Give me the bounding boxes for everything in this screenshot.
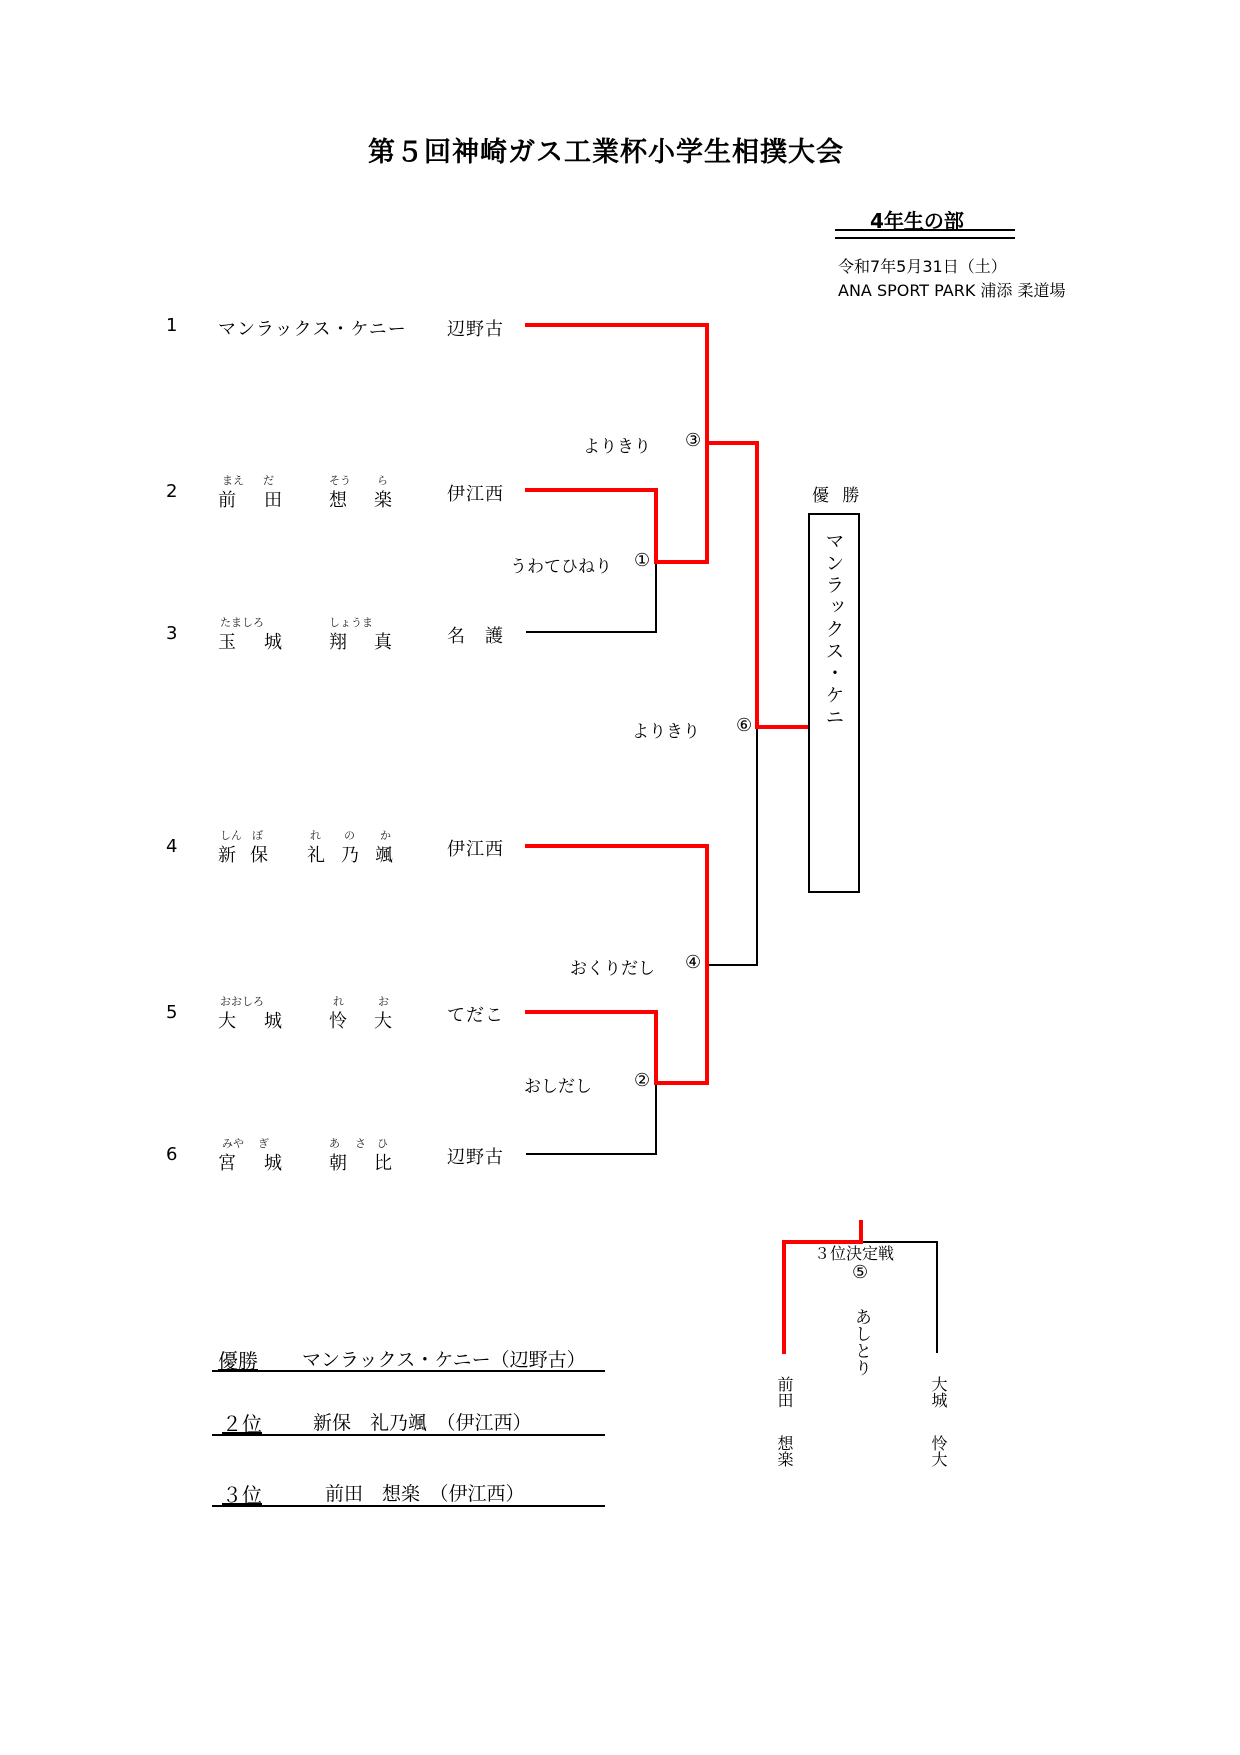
entry-ruby: たましろ bbox=[220, 616, 264, 629]
division-title: 4年生の部 bbox=[870, 209, 964, 233]
winner-line-seed-1 bbox=[527, 325, 808, 727]
entry-ruby: みや bbox=[222, 1137, 244, 1150]
entry-name-part: 城 bbox=[264, 1153, 283, 1174]
entry-seed: 5 bbox=[166, 1002, 178, 1023]
entry-ruby: しょうま bbox=[329, 616, 373, 629]
event-date: 令和7年5月31日（土） bbox=[838, 257, 1007, 276]
entry-name-part: 礼 bbox=[307, 845, 326, 866]
result-rule bbox=[212, 1434, 605, 1436]
line-bout3-down bbox=[707, 727, 757, 965]
entry-ruby: さ bbox=[355, 1137, 366, 1150]
entry-seed: 1 bbox=[166, 315, 178, 336]
entry-seed: 4 bbox=[166, 836, 178, 857]
entry-school: 伊江西 bbox=[447, 484, 504, 505]
third-place-technique: あしとり bbox=[851, 1308, 871, 1376]
entry-name: マンラックス・ケニー bbox=[218, 319, 407, 340]
result-label: 優勝 bbox=[218, 1349, 258, 1373]
entry-name-part: 城 bbox=[264, 632, 283, 653]
entry-school: 名 護 bbox=[447, 626, 504, 647]
bout-number: ⑥ bbox=[736, 715, 753, 736]
entry-name-part: 翔 bbox=[329, 632, 348, 653]
result-value: 新保 礼乃颯 （伊江西） bbox=[313, 1412, 532, 1434]
entry-name-part: 比 bbox=[374, 1153, 393, 1174]
event-venue: ANA SPORT PARK 浦添 柔道場 bbox=[838, 281, 1066, 300]
champion-label: 優 勝 bbox=[812, 486, 864, 506]
entry-ruby: ひ bbox=[377, 1137, 388, 1150]
entry-name-part: 楽 bbox=[374, 490, 393, 511]
entry-name-part: 新 bbox=[218, 845, 237, 866]
entry-ruby: ぼ bbox=[252, 829, 263, 842]
entry-ruby: ら bbox=[377, 474, 388, 487]
third-place-left-name: 前田 bbox=[775, 1376, 794, 1408]
entry-name-part: 乃 bbox=[341, 845, 360, 866]
result-rule bbox=[212, 1505, 605, 1507]
bout-number: ② bbox=[634, 1070, 651, 1091]
result-rule bbox=[212, 1370, 605, 1372]
bout-number: ③ bbox=[685, 430, 702, 451]
third-place-bout-number: ⑤ bbox=[852, 1262, 869, 1283]
entry-ruby: まえ bbox=[222, 474, 244, 487]
winner-line-seed-5 bbox=[527, 965, 707, 1083]
third-place-right-name: 怜大 bbox=[929, 1435, 948, 1467]
entry-name-part: 城 bbox=[264, 1011, 283, 1032]
entry-ruby: そう bbox=[329, 474, 351, 487]
entry-ruby: れ bbox=[333, 995, 344, 1008]
bout-number: ① bbox=[634, 550, 651, 571]
champion-box bbox=[808, 513, 860, 893]
third-place-right-name: 大城 bbox=[929, 1376, 948, 1408]
result-label: ２位 bbox=[222, 1412, 262, 1436]
entry-name-part: 想 bbox=[329, 490, 348, 511]
champion-name: マンラックス・ケニ bbox=[822, 531, 845, 729]
bout-technique: うわてひねり bbox=[510, 557, 612, 577]
result-value: 前田 想楽 （伊江西） bbox=[325, 1483, 525, 1505]
entry-name-part: 大 bbox=[374, 1011, 393, 1032]
entry-ruby: あ bbox=[329, 1137, 340, 1150]
entry-ruby: しん bbox=[220, 829, 242, 842]
bout-technique: おしだし bbox=[524, 1077, 592, 1097]
entry-school: 辺野古 bbox=[447, 319, 504, 340]
entry-school: 伊江西 bbox=[447, 839, 504, 860]
result-value: マンラックス・ケニー（辺野古） bbox=[302, 1349, 586, 1371]
bout-number: ④ bbox=[685, 952, 702, 973]
winner-line-seed-4 bbox=[527, 846, 707, 965]
page-title: 第５回神崎ガス工業杯小学生相撲大会 bbox=[368, 137, 844, 168]
bout-technique: おくりだし bbox=[570, 959, 655, 979]
entry-name-part: 前 bbox=[218, 490, 237, 511]
entry-seed: 2 bbox=[166, 481, 178, 502]
entry-name-part: 保 bbox=[250, 845, 269, 866]
entry-ruby: ぎ bbox=[258, 1137, 269, 1150]
bout-technique: よりきり bbox=[583, 437, 651, 457]
entry-name-part: 田 bbox=[264, 490, 283, 511]
bout-technique: よりきり bbox=[632, 722, 700, 742]
entry-ruby: の bbox=[344, 829, 355, 842]
entry-name-part: 颯 bbox=[375, 845, 394, 866]
entry-name-part: 宮 bbox=[218, 1153, 237, 1174]
entry-school: てだこ bbox=[447, 1005, 504, 1026]
result-label: ３位 bbox=[222, 1483, 262, 1507]
entry-ruby: お bbox=[378, 995, 389, 1008]
entry-seed: 6 bbox=[166, 1144, 178, 1165]
entry-ruby: れ bbox=[310, 829, 321, 842]
third-place-left-name: 想楽 bbox=[775, 1435, 794, 1467]
winner-line-seed-2 bbox=[527, 443, 707, 562]
entry-ruby: か bbox=[380, 829, 391, 842]
entry-ruby: だ bbox=[263, 474, 274, 487]
third-place-title: ３位決定戦 bbox=[814, 1244, 895, 1263]
entry-name-part: 怜 bbox=[329, 1011, 348, 1032]
entry-school: 辺野古 bbox=[447, 1147, 504, 1168]
entry-name-part: 朝 bbox=[329, 1153, 348, 1174]
entry-ruby: おおしろ bbox=[220, 995, 264, 1008]
entry-seed: 3 bbox=[166, 623, 178, 644]
entry-name-part: 玉 bbox=[218, 632, 237, 653]
entry-name-part: 真 bbox=[374, 632, 393, 653]
entry-name-part: 大 bbox=[218, 1011, 237, 1032]
